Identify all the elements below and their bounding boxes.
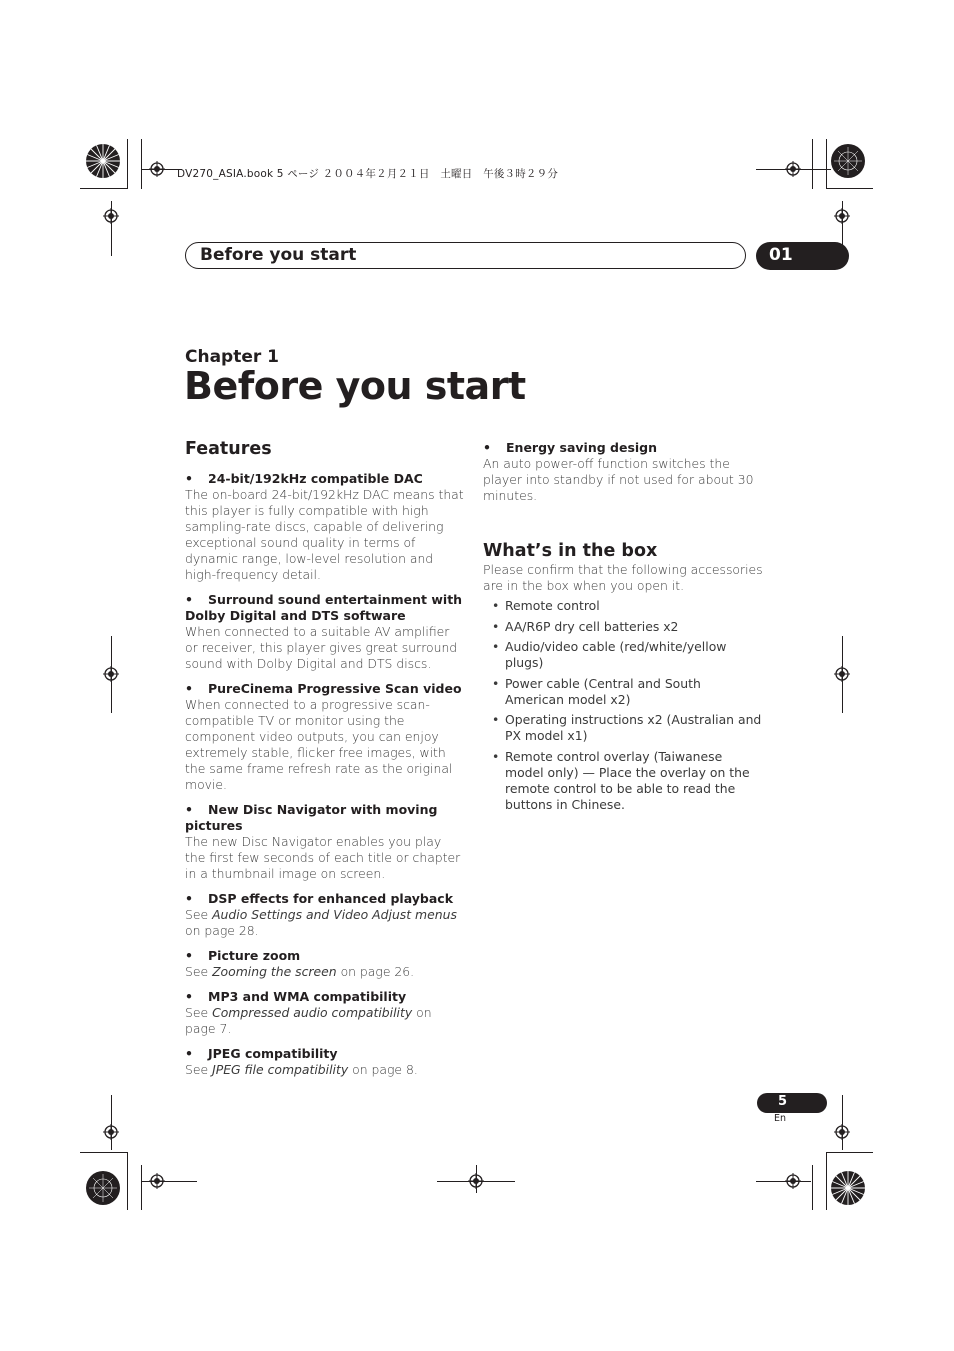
file-info-slug: DV270_ASIA.book 5 ページ ２００４年２月２１日 土曜日 午後３時２９分 [177,168,559,180]
registration-mark-icon [834,666,850,682]
page-reference: Audio Settings and Video Adjust menus [212,907,457,922]
starburst-target-icon [85,143,121,179]
feature-title: • New Disc Navigator with moving pictures [185,802,438,833]
feature-description: See Audio Settings and Video Adjust menus on page 28. [185,907,457,938]
registration-mark-icon [149,1173,165,1189]
bullet-icon: • [185,989,193,1004]
feature-description: When connected to a suitable AV amplifier or receiver, this player gives great surround sound with Dolby Digital and DTS discs. [185,624,458,671]
registration-mark-icon [834,208,850,224]
list-item: • AA/R6P dry cell batteries x2 [483,619,763,635]
bullet-icon: • [185,891,193,906]
feature-item-energy [483,440,763,504]
registration-mark-icon [149,161,165,177]
registration-mark-icon [103,208,119,224]
feature-item [185,948,465,980]
registration-mark-icon [103,666,119,682]
bullet-icon: • [185,802,193,817]
bullet-icon: • [185,948,193,963]
page-number-badge [757,1093,827,1113]
feature-title: • Picture zoom [185,948,301,963]
feature-description: See Compressed audio compatibility on page 7. [185,1005,432,1036]
feature-item [185,891,465,939]
registration-mark-icon [785,1173,801,1189]
chapter-number: 01 [769,245,793,265]
feature-description: See Zooming the screen on page 26. [185,964,415,979]
list-item: • Remote control overlay (Taiwanese model only) — Place the overlay on the remote control to be able to read the buttons in Chinese. [483,749,763,813]
feature-title: • JPEG compatibility [185,1046,338,1061]
bullet-icon: • [185,681,193,696]
page-reference: Compressed audio compatibility [212,1005,413,1020]
feature-description: The new Disc Navigator enables you play the first few seconds of each title or chapter in a thumbnail image on screen. [185,834,461,881]
box-intro: Please confirm that the following accessories are in the box when you open it. [483,562,763,593]
box-section [483,540,763,813]
feature-item [185,592,465,672]
feature-title: • DSP effects for enhanced playback [185,891,454,906]
feature-title: • PureCinema Progressive Scan video [185,681,462,696]
feature-item [185,681,465,793]
feature-description: When connected to a progressive scan-compatible TV or monitor using the component video outputs, you can enjoy extremely stable, flicker free images, with the same frame refresh rate as the original movie. [185,697,453,792]
feature-title: • MP3 and WMA compatibility [185,989,407,1004]
features-section [185,438,465,1087]
features-heading: Features [185,439,272,459]
bullet-icon: • [185,471,193,486]
feature-description: See JPEG file compatibility on page 8. [185,1062,418,1077]
list-item: • Operating instructions x2 (Australian and PX model x1) [483,712,763,744]
registration-mark-icon [103,1124,119,1140]
page-number: 5 [778,1094,788,1109]
accessory-list [483,598,763,813]
registration-mark-icon [785,161,801,177]
feature-item [185,1046,465,1078]
header-title: Before you start [200,245,357,265]
page-reference: JPEG file compatibility [212,1062,349,1077]
page-language: En [774,1113,787,1124]
page-reference: Zooming the screen [212,964,337,979]
box-heading: What’s in the box [483,541,658,561]
page-title: Before you start [184,364,526,408]
running-header [185,242,746,269]
feature-title: • 24-bit/192kHz compatible DAC [185,471,423,486]
feature-description: The on-board 24-bit/192kHz DAC means that this player is fully compatible with high sampling-rate discs, capable of delivering exceptional sound quality in terms of dynamic range, low-level resolution and high-frequency detail. [185,487,464,582]
feature-item [185,989,465,1037]
feature-title: • Surround sound entertainment with Dolby Digital and DTS software [185,592,463,623]
feature-item [185,471,465,583]
list-item: • Remote control [483,598,763,614]
starburst-target-icon [85,1170,121,1206]
list-item: • Power cable (Central and South American model x2) [483,676,763,708]
bullet-icon: • [185,592,193,607]
chapter-label: Chapter 1 [185,347,280,367]
starburst-target-icon [830,143,866,179]
feature-item [185,802,465,882]
bullet-icon: • [185,1046,193,1061]
chapter-number-badge [756,242,849,270]
right-column [483,440,763,817]
feature-description: An auto power-off function switches the player into standby if not used for about 30 minutes. [483,456,754,503]
registration-mark-icon [834,1124,850,1140]
feature-title: • Energy saving design [483,440,658,455]
list-item: • Audio/video cable (red/white/yellow plugs) [483,639,763,671]
starburst-target-icon [830,1170,866,1206]
registration-mark-icon [468,1173,484,1189]
bullet-icon: • [483,440,491,455]
